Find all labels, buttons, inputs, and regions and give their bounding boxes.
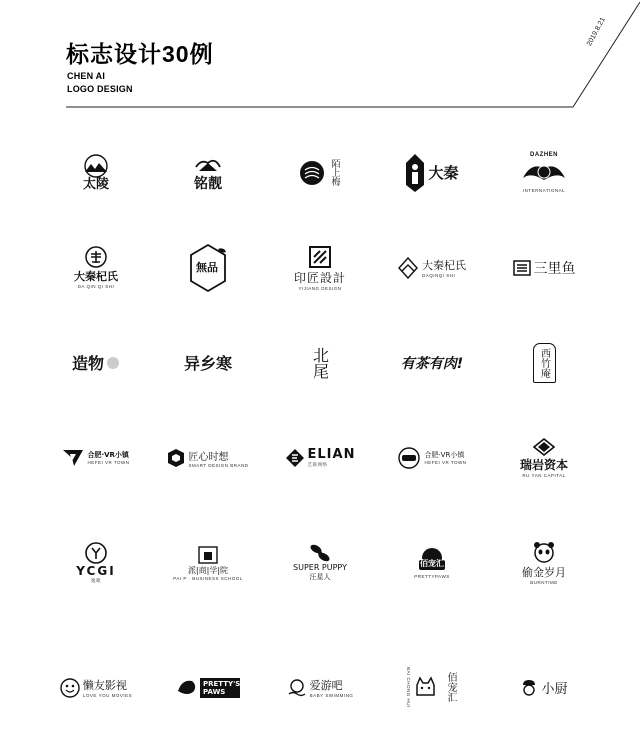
logo-04-text: 大秦	[428, 164, 459, 182]
logo-03	[264, 125, 376, 220]
subtitle-line-2: LOGO DESIGN	[67, 84, 133, 94]
logo-25	[488, 515, 600, 610]
cat-dog-icon	[414, 675, 440, 699]
logo-30	[488, 640, 600, 735]
logo-14-text: 有茶有肉!	[400, 355, 464, 372]
logo-26-text: 懒友影视	[82, 679, 127, 692]
logo-02-text: 铭靓	[194, 175, 222, 192]
logo-16	[40, 410, 152, 505]
logo-05	[488, 125, 600, 220]
logo-25-sub: BURNTIME	[530, 580, 558, 585]
logo-22-sub: PAI P · BUSINESS SCHOOL	[173, 575, 243, 581]
logo-18	[264, 410, 376, 505]
cube-mark-icon	[167, 448, 185, 468]
logo-24	[376, 515, 488, 610]
dragon-emblem-icon	[521, 158, 567, 188]
logo-15-text: 西竹庵	[538, 347, 550, 378]
circle-wave-icon	[299, 160, 325, 186]
logo-15	[488, 315, 600, 410]
logo-13-text: 北尾	[310, 346, 330, 379]
vr-circle-icon	[397, 447, 421, 469]
page-title: 标志设计30例	[66, 41, 214, 67]
logo-23	[264, 515, 376, 610]
warrior-icon	[405, 153, 425, 193]
logo-21	[40, 515, 152, 610]
logo-11	[40, 315, 152, 410]
logo-01	[40, 125, 152, 220]
folded-square-icon	[308, 245, 332, 269]
logo-24-text: 佰宠汇	[419, 559, 444, 568]
subtitle-line-1: CHEN AI	[67, 71, 106, 81]
date-label: 2019.8.21	[586, 16, 607, 48]
logo-01-text: 太陵	[82, 176, 109, 192]
logo-09-text: 大秦杞氏	[422, 259, 466, 272]
mountain-moon-icon	[81, 154, 111, 178]
logo-09	[376, 220, 488, 315]
logo-20-text: 瑞岩资本	[519, 457, 568, 472]
propeller-icon	[309, 543, 331, 563]
logo-03-text: 陌上梅	[329, 159, 340, 186]
logo-26	[40, 640, 152, 735]
logo-23-text: SUPER PUPPY	[293, 563, 347, 572]
logo-28-sub: BABY SWIMMING	[309, 693, 354, 698]
qin-seal-icon	[85, 246, 107, 268]
logo-21-sub: 逸歌	[90, 577, 101, 583]
cloud-mountain-icon	[193, 153, 223, 173]
logo-16-sub: HEFEI VR TOWN	[87, 460, 130, 465]
logo-02	[152, 125, 264, 220]
logo-17-text: 匠心时想	[188, 451, 229, 463]
logo-20-sub: RU YAN CAPITAL	[522, 472, 566, 478]
logo-06	[40, 220, 152, 315]
logo-29	[376, 640, 488, 735]
logo-29-sub: BAI CHONG HUI	[406, 667, 411, 708]
logo-05-sub: INTERNATIONAL	[522, 188, 566, 193]
fish-box-icon	[513, 260, 531, 276]
logo-08-text: 印匠設計	[293, 270, 346, 285]
logo-10-text: 三里鱼	[533, 260, 576, 277]
logo-04	[376, 125, 488, 220]
logo-12	[152, 315, 264, 410]
yg-circle-icon	[85, 542, 107, 564]
roof-diamond-icon	[398, 257, 418, 279]
logo-07-text: 無品	[196, 260, 218, 274]
logo-28-text: 爱游吧	[309, 679, 343, 692]
logo-09-sub: DAQINQI SHI	[422, 273, 456, 278]
logo-19-sub: HEFEI VR TOWN	[424, 460, 467, 465]
logo-14	[376, 315, 488, 410]
logo-08-sub: YIJIANG DESIGN	[298, 285, 342, 291]
logo-08	[264, 220, 376, 315]
logo-19	[376, 410, 488, 505]
vertical-frame-icon	[533, 343, 556, 383]
logo-05-text: DAZHEN	[530, 152, 558, 158]
logo-21-text: YCGI	[76, 563, 116, 578]
logo-30-text: 小厨	[541, 682, 568, 697]
logo-06-sub: DA QIN QI SHI	[77, 284, 115, 289]
star-mark-icon	[62, 448, 84, 468]
logo-10	[488, 220, 600, 315]
logo-27-text: PRETTY'S PAWS	[200, 678, 240, 698]
logo-18-sub: 艺联网络	[307, 462, 328, 467]
page-header	[0, 0, 640, 115]
logo-26-sub: LOVE YOU MOVIES	[82, 693, 133, 698]
logo-25-text: 偷金岁月	[522, 566, 566, 579]
logo-06-text: 大秦杞氏	[74, 270, 118, 283]
logo-24-sub: PRETTYPAWS	[414, 574, 450, 579]
logo-13	[264, 315, 376, 410]
logo-07	[152, 220, 264, 315]
logo-28	[264, 640, 376, 735]
logo-27	[152, 640, 264, 735]
logo-19-text: 合肥·VR小镇	[424, 451, 465, 459]
brush-stroke-icon	[106, 356, 120, 370]
swimmer-icon	[287, 678, 307, 698]
logo-17-sub: SMART DESIGN BRAND	[188, 462, 249, 468]
logo-18-text: ELIAN	[307, 447, 356, 462]
logo-29-text: 佰宠汇	[445, 672, 456, 703]
logo-23-sub: 汪星人	[309, 573, 331, 581]
panda-icon	[532, 540, 556, 564]
logo-17	[152, 410, 264, 505]
triangle-stack-icon	[533, 438, 555, 456]
logo-22-text: 派|商|学|院	[187, 565, 229, 575]
building-badge-icon	[197, 545, 219, 565]
logo-16-text: 合肥·VR小镇	[87, 451, 129, 459]
dragon-banner-icon	[176, 677, 198, 699]
chef-icon	[520, 678, 538, 698]
logo-22	[152, 515, 264, 610]
logo-12-text: 异乡寒	[183, 354, 232, 373]
face-circle-icon	[60, 678, 80, 698]
logo-20	[488, 410, 600, 505]
logo-11-text: 造物	[71, 354, 104, 373]
diamond-e-icon	[285, 448, 305, 468]
